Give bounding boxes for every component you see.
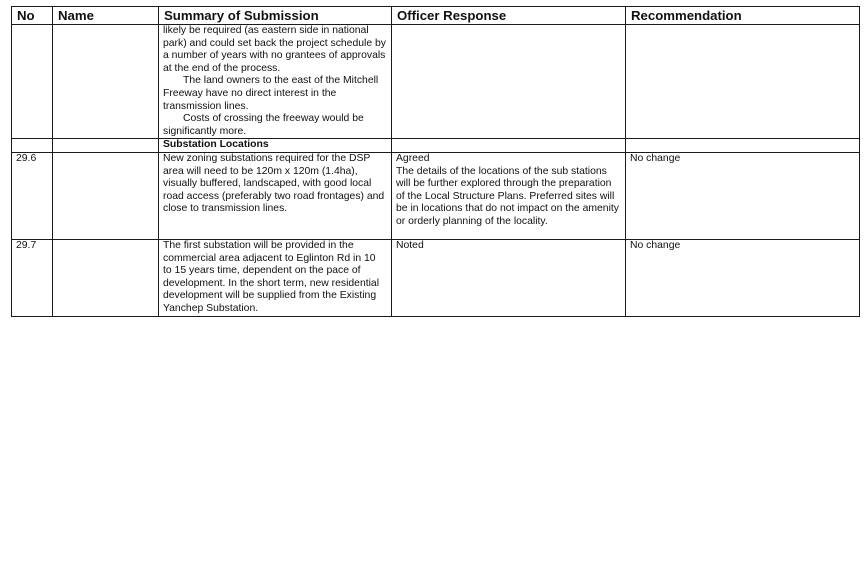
cell-no: 29.7 (12, 239, 53, 316)
summary-paragraph: The land owners to the east of the Mitchell Freeway have no direct interest in the transmission lines. (163, 75, 379, 112)
cell-summary: The first substation will be provided in the commercial area adjacent to Eglinton Rd in 10 to 15 years time, dependent on the pace of development. In the short term, new residential development will be supplied from the Existing Yanchep Substation. (159, 239, 392, 316)
cell-recommendation (626, 25, 860, 139)
cell-name (53, 139, 159, 153)
header-summary: Summary of Submission (159, 7, 392, 25)
summary-paragraph: Costs of crossing the freeway would be significantly more. (163, 113, 364, 137)
cell-name (53, 152, 159, 239)
table-row (12, 239, 860, 316)
header-recommendation: Recommendation (626, 7, 860, 25)
table-row (12, 152, 860, 239)
cell-recommendation: No change (626, 152, 860, 239)
cell-officer-response (392, 152, 626, 239)
cell-name (53, 25, 159, 139)
header-no: No (12, 7, 53, 25)
summary-paragraph: likely be required (as eastern side in national park) and could set back the project schedule by a number of years with no grantees of approvals at the end of the process. (163, 25, 386, 74)
cell-recommendation (626, 139, 860, 153)
section-title: Substation Locations (159, 139, 392, 153)
header-name: Name (53, 7, 159, 25)
table-header-row (12, 7, 860, 25)
submissions-table-container (11, 6, 860, 317)
cell-no (12, 139, 53, 153)
header-officer-response: Officer Response (392, 7, 626, 25)
cell-summary (159, 25, 392, 139)
cell-officer-response (392, 25, 626, 139)
cell-officer-response (392, 239, 626, 316)
officer-status: Agreed (396, 152, 430, 164)
officer-detail: The details of the locations of the sub stations will be further explored through the preparation of the Local Structure Plans. Preferred sites will be in locations that do not impact on the amenity or orderly planning of the locality. (396, 165, 619, 227)
cell-recommendation: No change (626, 239, 860, 316)
submissions-table (11, 6, 860, 317)
cell-no: 29.6 (12, 152, 53, 239)
cell-officer-response (392, 139, 626, 153)
cell-summary: New zoning substations required for the DSP area will need to be 120m x 120m (1.4ha), visually buffered, landscaped, with good local road access (preferably two road frontages) and close to transmission lines. (159, 152, 392, 239)
officer-status: Noted (396, 239, 424, 251)
table-row-section (12, 139, 860, 153)
cell-name (53, 239, 159, 316)
cell-no (12, 25, 53, 139)
table-row-continuation (12, 25, 860, 139)
